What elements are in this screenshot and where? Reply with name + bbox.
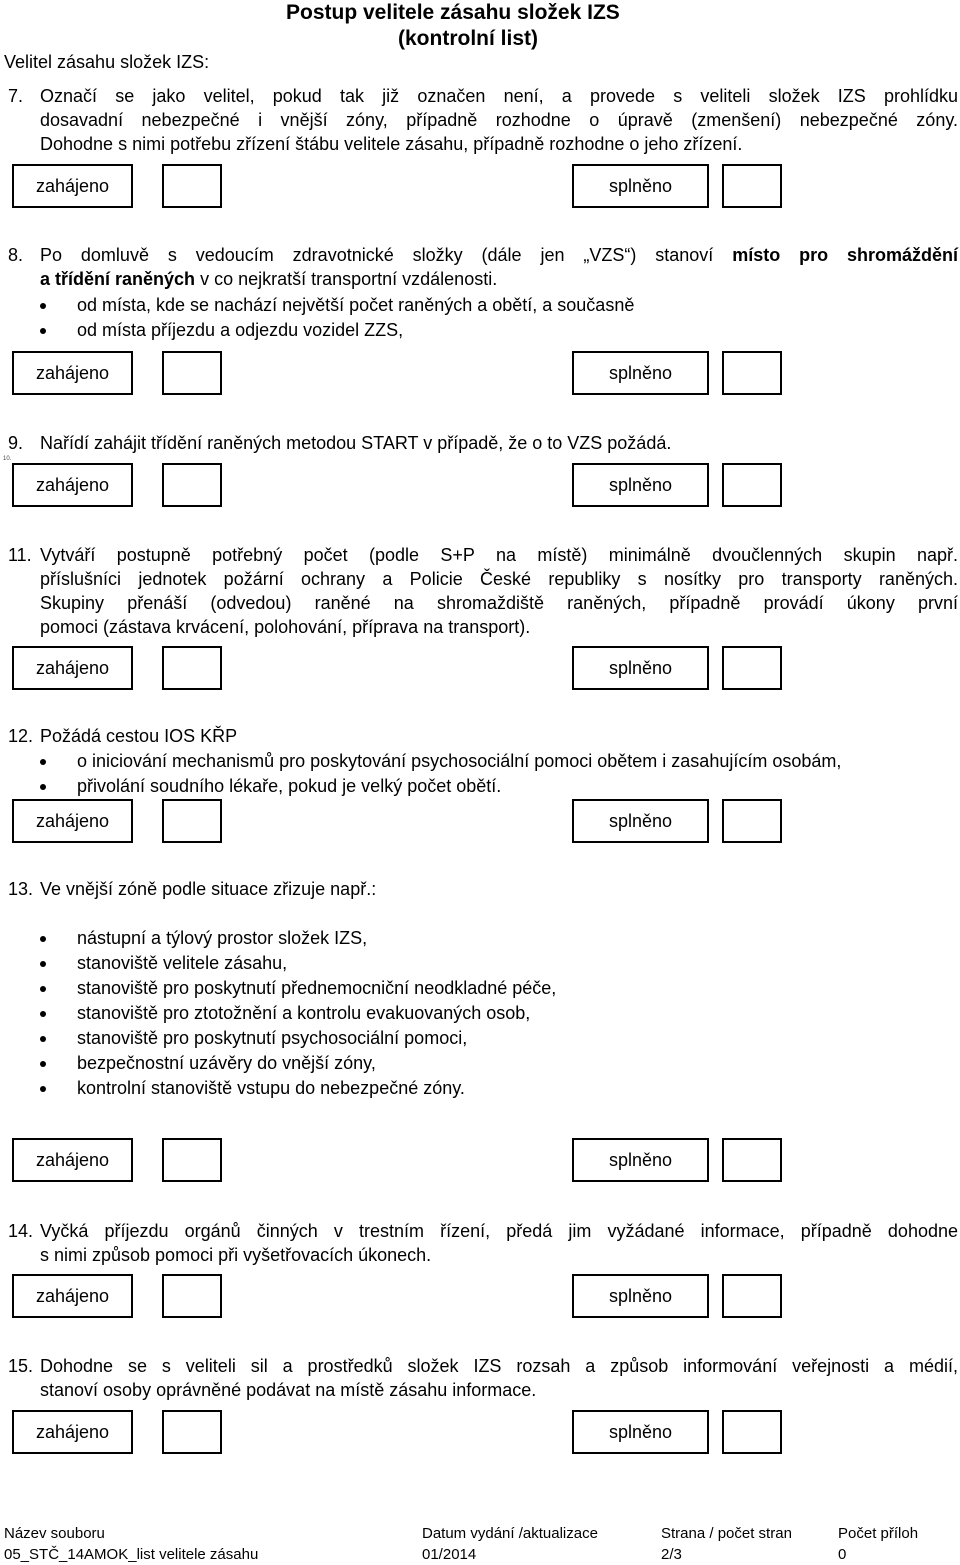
item-text-line: Označí se jako velitel, pokud tak již označen není, a provede s veliteli složek IZS prohlídku — [40, 86, 958, 106]
list-item — [40, 318, 958, 343]
list-item-text: o iniciování mechanismů pro poskytování psychosociální pomoci obětem i zasahujícím osobám, — [77, 751, 842, 771]
started-label: zahájeno — [12, 646, 133, 690]
started-checkbox[interactable] — [162, 646, 222, 690]
footer-file-header: Název souboru — [4, 1525, 105, 1542]
item-number: 8. — [8, 245, 24, 265]
list-item-text: stanoviště pro ztotožnění a kontrolu evakuovaných osob, — [77, 1003, 531, 1023]
item-text-line: stanoví osoby oprávněné podávat na místě zásahu informace. — [40, 1380, 537, 1400]
done-checkbox[interactable] — [722, 164, 782, 208]
item-text-line: Požádá cestou IOS KŘP — [40, 726, 238, 746]
item-12 — [8, 724, 958, 748]
started-label: zahájeno — [12, 351, 133, 395]
item-text-line: Vytváří postupně potřebný počet (podle S+P na místě) minimálně dvoučlenných skupin např. — [40, 545, 958, 565]
item-number: 11. — [8, 545, 32, 565]
done-checkbox[interactable] — [722, 463, 782, 507]
item-text-bold: a třídění raněných — [40, 269, 196, 289]
item-text-line: pomoci (zástava krvácení, polohování, příprava na transport). — [40, 617, 531, 637]
item-text-line: Nařídí zahájit třídění raněných metodou START v případě, že o to VZS požádá. — [40, 433, 672, 453]
bullet-icon — [40, 1061, 46, 1067]
item-9 — [8, 431, 958, 455]
list-item-text: přivolání soudního lékaře, pokud je velký počet obětí. — [77, 776, 502, 796]
status-row-15 — [0, 1410, 960, 1458]
footer-page-header: Strana / počet stran — [661, 1525, 792, 1542]
list-item-text: od místa příjezdu a odjezdu vozidel ZZS, — [77, 320, 404, 340]
started-label: zahájeno — [12, 1274, 133, 1318]
started-label: zahájeno — [12, 164, 133, 208]
started-checkbox[interactable] — [162, 463, 222, 507]
status-row-12 — [0, 799, 960, 847]
list-item — [40, 1051, 958, 1076]
bullet-icon — [40, 784, 46, 790]
item-15 — [8, 1354, 958, 1402]
started-label: zahájeno — [12, 1410, 133, 1454]
footer-date-header: Datum vydání /aktualizace — [422, 1525, 598, 1542]
item-11 — [8, 543, 958, 639]
done-label: splněno — [572, 799, 709, 843]
done-checkbox[interactable] — [722, 646, 782, 690]
done-checkbox[interactable] — [722, 1410, 782, 1454]
bullet-icon — [40, 1086, 46, 1092]
bullet-list-12 — [40, 749, 958, 799]
bullet-icon — [40, 303, 46, 309]
started-checkbox[interactable] — [162, 351, 222, 395]
done-label: splněno — [572, 646, 709, 690]
list-item — [40, 1001, 958, 1026]
item-text-line: Skupiny přenáší (odvedou) raněné na shromaždiště raněných, případně provádí úkony první — [40, 593, 958, 613]
item-number: 15. — [8, 1356, 34, 1376]
item-text: Po domluvě s vedoucím zdravotnické složky (dále jen „VZS“) stanoví — [40, 245, 733, 265]
started-checkbox[interactable] — [162, 1410, 222, 1454]
footer-attachments-value: 0 — [838, 1546, 847, 1563]
started-checkbox[interactable] — [162, 1274, 222, 1318]
bullet-icon — [40, 1036, 46, 1042]
done-label: splněno — [572, 1274, 709, 1318]
status-row-11 — [0, 646, 960, 694]
footer-attachments-header: Počet příloh — [838, 1525, 919, 1542]
footer-date-value: 01/2014 — [422, 1546, 477, 1563]
bullet-list-8 — [40, 293, 958, 343]
list-item — [40, 976, 958, 1001]
bullet-icon — [40, 936, 46, 942]
list-item — [40, 951, 958, 976]
status-row-7 — [0, 164, 960, 212]
item-text-line: Vyčká příjezdu orgánů činných v trestním řízení, předá jim vyžádané informace, případně dohodne — [40, 1221, 958, 1241]
list-item-text: bezpečnostní uzávěry do vnější zóny, — [77, 1053, 376, 1073]
item-7 — [8, 84, 958, 160]
done-label: splněno — [572, 1138, 709, 1182]
done-label: splněno — [572, 164, 709, 208]
done-checkbox[interactable] — [722, 351, 782, 395]
item-text-line: příslušníci jednotek požární ochrany a Policie České republiky s nosítky pro transporty raněných. — [40, 569, 958, 589]
done-label: splněno — [572, 351, 709, 395]
done-label: splněno — [572, 1410, 709, 1454]
done-checkbox[interactable] — [722, 1274, 782, 1318]
title-line-2: (kontrolní list) — [398, 27, 538, 50]
status-row-14 — [0, 1274, 960, 1322]
item-number: 12. — [8, 726, 34, 746]
started-checkbox[interactable] — [162, 1138, 222, 1182]
bullet-icon — [40, 961, 46, 967]
bullet-icon — [40, 1011, 46, 1017]
status-row-9 — [0, 463, 960, 511]
list-item — [40, 774, 958, 799]
started-label: zahájeno — [12, 799, 133, 843]
item-text-bold: místo pro shromáždění — [732, 245, 959, 265]
item-text-line: Dohodne s nimi potřebu zřízení štábu velitele zásahu, případně rozhodne o jeho zřízení. — [40, 134, 743, 154]
list-item — [40, 1026, 958, 1051]
bullet-icon — [40, 759, 46, 765]
list-item-text: stanoviště velitele zásahu, — [77, 953, 288, 973]
item-number: 7. — [8, 86, 24, 106]
footer-file-name: 05_STČ_14AMOK_list velitele zásahu — [4, 1546, 259, 1563]
status-row-13 — [0, 1138, 960, 1186]
done-checkbox[interactable] — [722, 799, 782, 843]
item-text-line: dosavadní nebezpečné i vnější zóny, případně rozhodne o úpravě (zmenšení) nebezpečné zóny. — [40, 110, 958, 130]
list-item — [40, 293, 958, 318]
item-text-line — [40, 267, 958, 291]
item-number: 14. — [8, 1221, 34, 1241]
status-row-8 — [0, 351, 960, 399]
item-8 — [8, 243, 958, 293]
list-item — [40, 926, 958, 951]
started-checkbox[interactable] — [162, 164, 222, 208]
list-item-text: nástupní a týlový prostor složek IZS, — [77, 928, 368, 948]
item-text-line — [40, 243, 958, 267]
item-text: v co nejkratší transportní vzdálenosti. — [195, 269, 498, 289]
title-line-1: Postup velitele zásahu složek IZS — [286, 1, 620, 24]
item-number: 9. — [8, 433, 24, 453]
role-label: Velitel zásahu složek IZS: — [4, 52, 210, 72]
done-label: splněno — [572, 463, 709, 507]
list-item — [40, 749, 958, 774]
item-text-line: Dohodne se s veliteli sil a prostředků složek IZS rozsah a způsob informování veřejnosti a médií, — [40, 1356, 958, 1376]
item-number: 13. — [8, 879, 34, 899]
bullet-list-13 — [40, 926, 958, 1101]
list-item-text: stanoviště pro poskytnutí psychosociální pomoci, — [77, 1028, 468, 1048]
started-label: zahájeno — [12, 463, 133, 507]
item-text-line: Ve vnější zóně podle situace zřizuje např.: — [40, 879, 377, 899]
footer-page-value: 2/3 — [661, 1546, 682, 1563]
started-checkbox[interactable] — [162, 799, 222, 843]
list-item-text: stanoviště pro poskytnutí přednemocniční neodkladné péče, — [77, 978, 557, 998]
bullet-icon — [40, 328, 46, 334]
list-item-text: kontrolní stanoviště vstupu do nebezpečné zóny. — [77, 1078, 465, 1098]
item-14 — [8, 1219, 958, 1267]
list-item — [40, 1076, 958, 1101]
list-item-text: od místa, kde se nachází největší počet raněných a obětí, a současně — [77, 295, 635, 315]
stray-mark: 10. — [3, 456, 12, 462]
started-label: zahájeno — [12, 1138, 133, 1182]
bullet-icon — [40, 986, 46, 992]
page-title — [0, 0, 960, 52]
done-checkbox[interactable] — [722, 1138, 782, 1182]
item-text-line: s nimi způsob pomoci při vyšetřovacích úkonech. — [40, 1245, 432, 1265]
item-13 — [8, 877, 958, 901]
